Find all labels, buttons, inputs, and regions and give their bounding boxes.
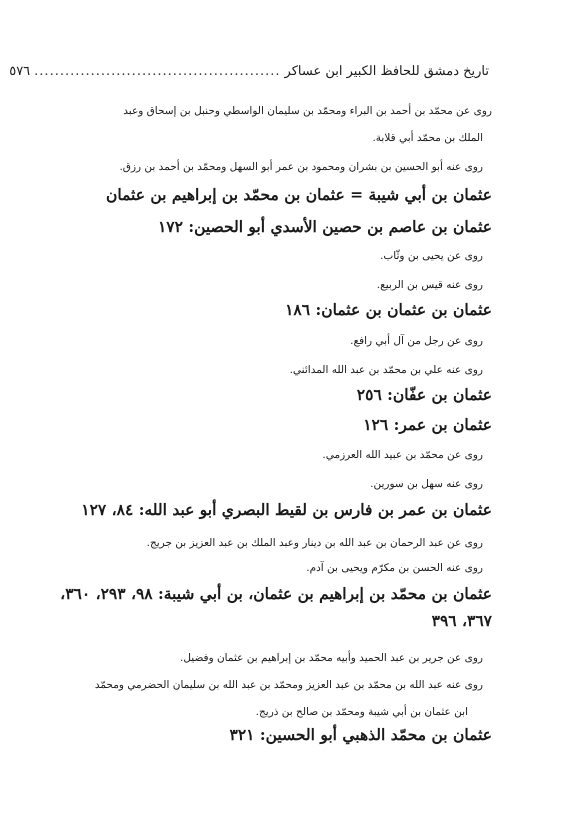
entry-heading: عثمان بن عثمان بن عثمان: ١٨٦ [285,300,492,319]
entry-heading: عثمان بن عمر بن فارس بن لقيط البصري أبو عبد الله: ٨٤، ١٢٧ [81,500,492,519]
narration-line: روى عن محمّد بن أحمد بن البراء ومحمّد بن سليمان الواسطي وحنبل بن إسحاق وعبد [123,105,492,117]
narration-line: روى عن عبد الرحمان بن عبد الله بن دينار وعبد الملك بن عبد العزيز بن جريج. [146,537,483,549]
narration-line: روى عن محمّد بن عبيد الله العرزمي. [322,449,483,461]
entry-heading: عثمان بن عفّان: ٢٥٦ [356,385,492,404]
header-leader-dots: ................................................ [34,64,281,79]
entry-heading-continued: ٣٦٧، ٣٩٦ [431,611,492,630]
narration-line: روى عنه أبو الحسين بن بشران ومحمود بن عمر أبو السهل ومحمّد بن أحمد بن رزق. [119,161,483,173]
entry-heading: عثمان بن محمّد بن إبراهيم بن عثمان، بن أبي شيبة: ٩٨، ٢٩٣، ٣٦٠، [60,584,492,603]
page-number: ٥٧٦ [9,64,31,79]
narration-line: ابن عثمان بن أبي شيبة ومحمّد بن صالح بن ذريج. [255,706,468,718]
narration-line: روى عن رجل من آل أبي رافع. [350,335,483,347]
running-header [9,64,489,79]
running-header-title: تاريخ دمشق للحافظ الكبير ابن عساكر [284,64,489,79]
narration-line: روى عن جرير بن عبد الحميد وأبيه محمّد بن إبراهيم بن عثمان وفضيل. [179,652,483,664]
narration-line: روى عنه قيس بن الربيع. [376,279,483,291]
narration-line: روى عنه الحسن بن مكرّم ويحيى بن آدم. [306,562,483,574]
narration-line: الملك بن محمّد أبي قلابة. [372,132,483,144]
narration-line: روى عنه سهل بن سورين. [370,478,483,490]
entry-heading: عثمان بن عمر: ١٢٦ [363,415,492,434]
narration-line: روى عنه عبد الله بن محمّد بن عبد العزيز ومحمّد بن عبد الله بن سليمان الحضرمي ومحمّد [94,679,483,691]
narration-line: روى عنه علي بن محمّد بن عبد الله المدائني. [289,364,483,376]
entry-heading: عثمان بن أبي شيبة = عثمان بن محمّد بن إبراهيم بن عثمان [105,185,492,204]
narration-line: روى عن يحيى بن وثّاب. [380,250,483,262]
entry-heading: عثمان بن محمّد الذهبي أبو الحسين: ٣٢١ [229,725,492,744]
entry-heading: عثمان بن عاصم بن حصين الأسدي أبو الحصين: ١٧٢ [157,217,492,236]
